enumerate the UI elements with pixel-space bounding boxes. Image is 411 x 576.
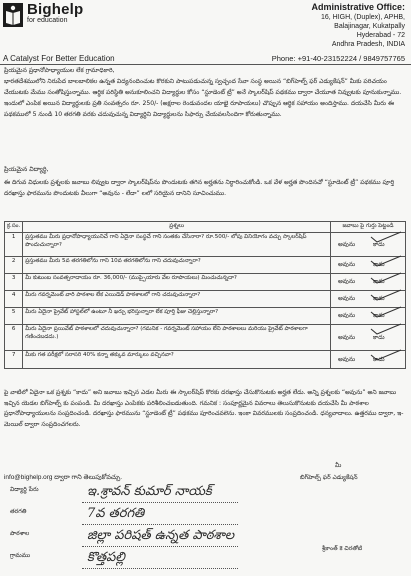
no-option[interactable]: కాదు — [373, 333, 385, 341]
table-row — [5, 308, 406, 325]
no-option[interactable]: కాదు — [373, 278, 385, 285]
row-question: ప్రస్తుతము మీరు 5వ తరగతిలోను గాని 10వ తరగతిలోను గాని చదువుచున్నారా? — [23, 257, 331, 274]
table-header-row — [5, 222, 406, 233]
yes-option[interactable]: అవును — [338, 333, 356, 341]
row-number: 5 — [5, 308, 23, 325]
phone-line: Phone: +91-40-23152224 / 9849757765 — [271, 54, 405, 63]
handwritten-tick-icon — [369, 272, 403, 284]
no-option[interactable]: కాదు — [373, 355, 385, 363]
no-option[interactable]: కాదు — [373, 295, 385, 302]
table-row — [5, 257, 406, 274]
intro-paragraph — [4, 66, 407, 121]
table-row — [5, 291, 406, 308]
handwritten-tick-icon — [369, 255, 403, 267]
no-option[interactable]: కాదు — [373, 261, 385, 268]
answer-cell[interactable] — [331, 257, 406, 274]
field-underline — [82, 546, 238, 547]
table-row — [5, 325, 406, 351]
handwritten-tick-icon — [369, 231, 403, 243]
eligibility-table — [4, 221, 406, 369]
village-field[interactable]: కొత్తపల్లి — [87, 550, 125, 565]
header-divider — [0, 64, 411, 65]
no-option[interactable]: కాదు — [373, 240, 385, 248]
village-row — [4, 550, 408, 572]
row-number: 2 — [5, 257, 23, 274]
yes-option[interactable]: అవును — [338, 261, 356, 268]
row-number: 6 — [5, 325, 23, 351]
col-answer-header: జవాబు పై గుర్తు పెట్టండి — [331, 222, 406, 233]
class-field[interactable]: 7వ తరగతి — [87, 506, 145, 521]
col-number-header: క్ర.సం. — [5, 222, 23, 233]
intro-text: భారతదేశములోని నిరుపేద బాలబాలికల ఉన్నత విద్యనందించుట కొరకుని పాటుపడుచున్న స్వచ్ఛంద సేవా సంస్థ అయిన “బిగ్‌హెల్ప్ ఫర్ ఎడ్యుకేషన్” మీకు పరిచయం చేయుటకు మేము సంతోషిస్తున్నాము. ఆర్థిక పరిస్థితి అనుకూలించని విద్యార్థుల కోసం “స్టూడెంట్ ట్రీ” అనే స్కాలర్‌షిప్ పథకము ద్వారా చేయూత నివ్వుటకు పూనుకున్నాము. ఇందులో ఎంపిక అయిన విద్యార్థులకు ప్రతి సంవత్సరం రూ. 250/- (అక్షరాల రెండువందల యాభై రూపాయలు) చొప్పున ఆర్థిక సహాయం అందిస్తాము. దయచేసి మీరు ఈ పథకములో 5 నుండి 10 తరగతి వరకు చదువుచున్న విద్యార్థిని విద్యార్థులను సిఫార్సు చేయవలసిందిగా కోరుతున్నాము. — [4, 77, 402, 118]
field-underline — [82, 502, 238, 503]
student-name-field[interactable]: ఇ.శ్రావన్ కుమార్ నాయక్ — [87, 484, 212, 499]
email-line: info@bighelp.org ద్వారా గాని తెలుపుకోవచ్చు. — [4, 474, 123, 481]
row-number: 4 — [5, 291, 23, 308]
tagline: A Catalyst For Better Education — [3, 54, 115, 63]
answer-cell[interactable] — [331, 291, 406, 308]
answer-cell[interactable] — [331, 274, 406, 291]
row-question: మీ కుటుంబ సంవత్సరాదాయం రూ. 36,000/- (ముప్పైయారు వేల రూపాయలు) మించుచున్నదా? — [23, 274, 331, 291]
signature-note: శ్రీకాంత్ కె చిరతోటి — [322, 546, 363, 552]
row-question: మీరు ఏదైనా ప్రైవేట్ హాస్టల్‌లో ఉంటూ నీ ఖర్చు భరిస్తున్నారా లేక పూర్తి ఫీజు చెల్లిస్తున్నారా? — [23, 308, 331, 325]
answer-cell[interactable] — [331, 351, 406, 369]
row-number: 7 — [5, 351, 23, 369]
field-underline — [82, 568, 238, 569]
class-label: తరగతి — [10, 508, 27, 515]
handwritten-tick-icon — [369, 323, 403, 335]
address-line: Hyderabad - 72 — [356, 32, 405, 39]
row-question: మీరు ఏదైనా ప్రయివేట్ పాఠశాలలో చదువుచున్నారా? (గమనిక - గవర్నమెంట్ సహాయం లేని పాఠశాలలు మరియు ప్రైవేట్ పాఠశాలగా గణించబడదు.) — [23, 325, 331, 351]
yes-option[interactable]: అవును — [338, 278, 356, 285]
handwritten-tick-icon — [369, 349, 403, 361]
address-line: 16, HIGH, (Duplex), APHB, — [320, 14, 405, 21]
row-question: మీరు గవర్నమెంట్ వారి పాఠశాల లేక ఎయిడెడ్ పాఠశాలలో గాని చదువుచున్నారా? — [23, 291, 331, 308]
table-row — [5, 274, 406, 291]
yes-option[interactable]: అవును — [338, 312, 356, 319]
address-line: Andhra Pradesh, INDIA — [331, 41, 405, 48]
answer-cell[interactable] — [331, 233, 406, 257]
organization-name: బిగ్‌హెల్ప్ ఫర్ ఎడ్యుకేషన్ — [300, 474, 358, 481]
student-greeting: ప్రియమైన విద్యార్థి, — [4, 166, 49, 173]
yes-option[interactable]: అవును — [338, 295, 356, 302]
class-row — [4, 506, 408, 528]
row-number: 3 — [5, 274, 23, 291]
row-question: మీకు గత పరీక్షలో సరాసరి 40% కన్నా తక్కువ మార్కులు వచ్చినవా? — [23, 351, 331, 369]
handwritten-tick-icon — [369, 289, 403, 301]
yes-option[interactable]: అవును — [338, 355, 356, 363]
closing-paragraph: పై వాటిలో ఏదైనా ఒక ప్రశ్నకు “కాదు” అని జవాబు ఇచ్చిన ఎడల మీరు ఈ స్కాలర్‌షిప్ కొరకు దరఖాస్తు చేసుకొనుటకు అర్హత లేదు. అన్ని ప్రశ్నలకు “అవును” అని జవాబు ఇచ్చిన యెడల బిగ్‌హెల్ప్ కు పంపండి. మీ దరఖాస్తు ఎంపికకు పరిశీలించబడుతుంది. గమనిక : సంపూర్ణమైన వివరాలు తెలుసుకొనుటకు దయచేసి మీ పాఠశాల ప్రధానోపాధ్యాయులను సంప్రదించండి. దరఖాస్తు ఫారమును “స్టూడెంట్ ట్రీ” పథకము పూరించవలెను. ఇంకా వివరములకు సంప్రదించండి. ధన్యవాదాలు. ఉత్తరము ద్వారా, ఇ-మెయిల్ ద్వారా సంప్రదించగలరు. — [4, 389, 404, 428]
no-option[interactable]: కాదు — [373, 312, 385, 319]
village-label: గ్రామము — [10, 552, 31, 559]
office-address — [220, 1, 405, 49]
greeting: ప్రియమైన ప్రధానోపాధ్యాయుల లేక గ్రామాధికారి, — [4, 67, 115, 74]
row-number: 1 — [5, 233, 23, 257]
yes-option[interactable]: అవును — [338, 240, 356, 248]
instructions-paragraph: ఈ దిగువ విధులకు ప్రశ్నలకు జవాబు లివ్వుట ద్వారా స్కాలర్‌షిప్‌ను పొందుటకు తగిన అర్హతను నిర్ధారించుకోండి. ఒక వేళ అర్హత పొందినచో “స్టూడెంట్ ట్రీ” పథకము పూర్తి దరఖాస్తు ఫారమును పొందుటకు వీలుగా “అవును - లేదా” లలో సరియైన దానిని సూచించుము. — [4, 179, 395, 197]
col-question-header: ప్రశ్నలు — [23, 222, 331, 233]
table-row — [5, 233, 406, 257]
signoff: మీ — [335, 462, 342, 469]
address-line: Balajinagar, Kukatpally — [334, 23, 405, 30]
handwritten-tick-icon — [369, 306, 403, 318]
office-title: Administrative Office: — [311, 2, 405, 12]
row-question: ప్రస్తుతము మీరు ప్రధానోపాధ్యాయునిచే గాని ఏదైనా సంస్థచే గాని సంతకం చేసినారా? రూ.500/- లోపు వినియోగం వచ్చు స్కాలర్‌షిప్ పొందుచున్నారా? — [23, 233, 331, 257]
field-underline — [82, 524, 238, 525]
table-row — [5, 351, 406, 369]
answer-cell[interactable] — [331, 325, 406, 351]
brand-name: Bighelp — [27, 1, 84, 18]
school-label: పాఠశాల — [10, 530, 30, 537]
bighelp-logo — [3, 3, 23, 27]
school-field[interactable]: జిల్లా పరిషత్ ఉన్నత పాఠశాల — [87, 528, 235, 543]
student-name-row — [4, 484, 408, 506]
book-icon — [3, 3, 23, 27]
student-name-label: విద్యార్థి పేరు — [10, 486, 39, 493]
answer-cell[interactable] — [331, 308, 406, 325]
brand-subtitle: for education — [27, 17, 68, 24]
